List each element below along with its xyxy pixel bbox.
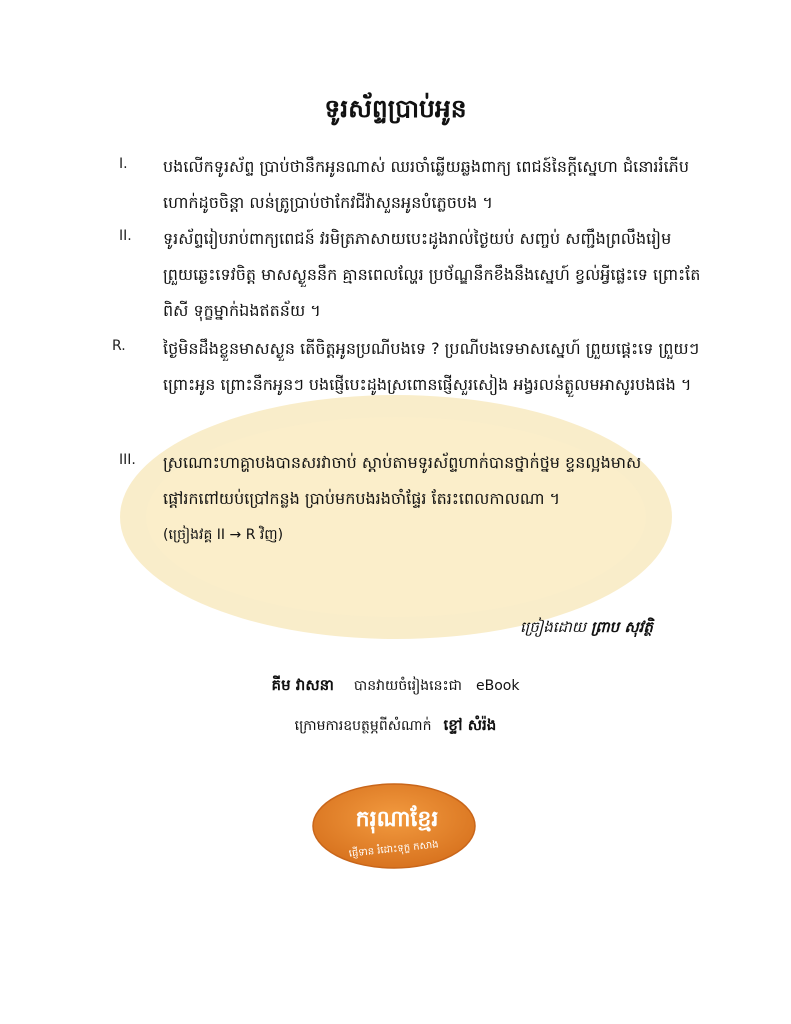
watermark-logo: [118, 392, 674, 642]
verse-text: ស្រណោះហាគ្ហាបងបានសរវាចាប់ ស្ដាប់តាមទូរស័ព្ទហាក់បានថ្នាក់ថ្នម ខ្ទនល្អងមាសផ្ដៅរកពៅយប់ប្រៅកន្លង ប្រាប់មកបងរងចាំផ្ទែរ តែរះពេលកាលណា ។: [163, 453, 642, 508]
verse-text: ទូរស័ព្ទរៀបរាប់ពាក្យពេជន៍ វរមិត្រភាសាយបេះដូងរាល់ថ្ងៃយប់ សញ្ចប់ សញ្ជឹងព្រលឹងរៀមព្រួយឆ្ងេះទេវចិត្ត មាសស្ងួននឹក គ្មានពេលល្ហែរ ប្រថ័ណ្ឌនឹកខឹងនឹងស្នេហ៍ ខ្វល់អ្វីផ្លេះទេ ព្រោះតែពិសី ទុក្ខម្នាក់ឯងឥតន័យ ។: [163, 229, 701, 320]
sponsor-credit-text: ក្រោមការឧបត្ថម្ភពីសំណាក់: [294, 718, 432, 734]
logo-subtitle: ផ្ញើទាន រំដោះទុក្ខ កសាង: [348, 839, 440, 860]
author-name: ព្រាប សុវត្ថិ: [590, 618, 653, 636]
author-prefix: ច្រៀងដោយ: [520, 618, 587, 636]
page-title: ទូរស័ព្ទប្រាប់អូន: [324, 94, 467, 123]
typing-credit-text: បានវាយចំរៀងនេះជា: [353, 678, 462, 694]
typist-name: គីម វាសនា: [271, 676, 334, 694]
karuna-khmer-logo: [311, 782, 477, 870]
verse-text: បងលើកទូរស័ព្ទ ប្រាប់ថានឹកអូនណាស់ ឈរចាំឆ្លើយឆ្លងពាក្យ ពេជន៍នៃក្ដីស្នេហា ជំនោររំភើបហោក់ដូចចិន្ដា លន់ត្រូប្រាប់ថាកែវជីវ៉ាសួនអូនបំភ្លេចបង ។: [163, 157, 689, 212]
verse-marker: III.: [119, 452, 136, 468]
ebook-label: eBook: [475, 678, 520, 694]
sponsor-name: ខ្ទៅ សំរ៉ង: [443, 716, 497, 734]
verse-marker: R.: [112, 338, 126, 354]
verse-text: ថ្ងៃមិនដឹងខ្លួនមាសស្ងួន តើចិត្តអូនប្រណីបងទេ ? ប្រណីបងទេមាសស្នេហ៍ ព្រួយផ្ដេះទេ ព្រួយៗព្រោះអូន ព្រោះនឹកអូនៗ បងផ្ញើបេះដូងស្រពោនផ្ញើសួរសៀង អង្វរលន់ត្ងួលមអាសូរបងផង ។: [163, 339, 700, 394]
verse-marker: I.: [119, 156, 128, 172]
repeat-note: (ច្រៀងវគ្គ II → R វិញ): [163, 527, 284, 543]
logo-title: ករុណាខ្មែរ: [355, 807, 439, 832]
verse-marker: II.: [119, 228, 132, 244]
typing-credit: [0, 676, 791, 698]
author-credit: [520, 618, 653, 640]
sponsor-credit: [0, 716, 791, 738]
